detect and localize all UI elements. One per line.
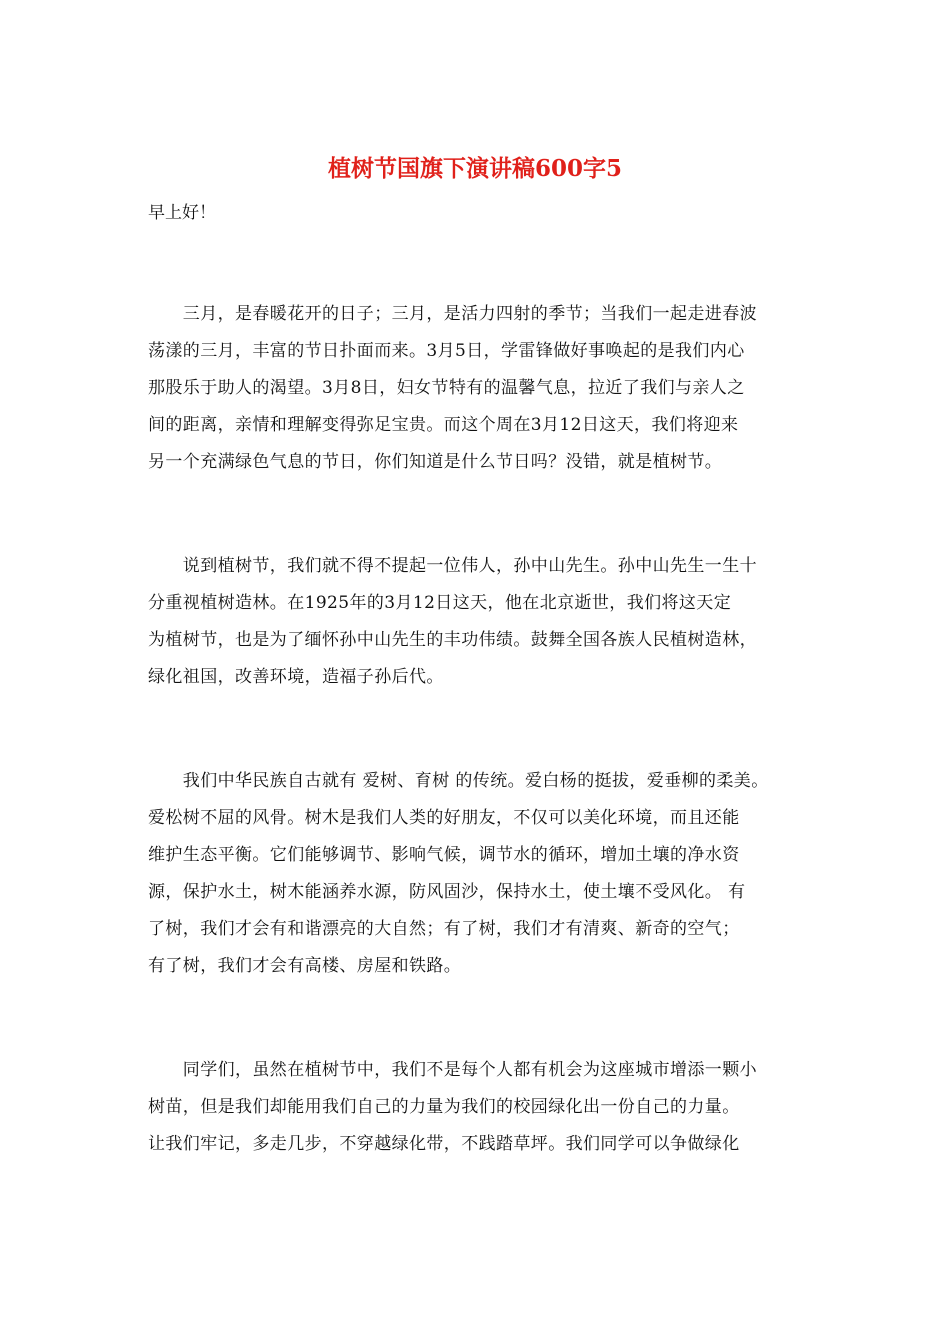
paragraph-line: 树苗，但是我们却能用我们自己的力量为我们的校园绿化出一份自己的力量。 bbox=[148, 1097, 740, 1117]
paragraph-line: 爱松树不屈的风骨。树木是我们人类的好朋友，不仅可以美化环境，而且还能 bbox=[148, 808, 740, 828]
paragraph-line: 说到植树节，我们就不得不提起一位伟人，孙中山先生。孙中山先生一生十 bbox=[148, 556, 757, 576]
paragraph-line: 间的距离，亲情和理解变得弥足宝贵。而这个周在3月12日这天，我们将迎来 bbox=[148, 415, 739, 435]
greeting-text: 早上好！ bbox=[148, 203, 216, 223]
paragraph-line: 那股乐于助人的渴望。3月8日，妇女节特有的温馨气息，拉近了我们与亲人之 bbox=[148, 378, 745, 398]
paragraph-1 bbox=[148, 296, 828, 481]
paragraph-2 bbox=[148, 548, 828, 696]
page-title: 植树节国旗下演讲稿600字5 bbox=[327, 155, 622, 182]
paragraph-line: 分重视植树造林。在1925年的3月12日这天，他在北京逝世，我们将这天定 bbox=[148, 593, 732, 613]
paragraph-line: 让我们牢记，多走几步，不穿越绿化带，不践踏草坪。我们同学可以争做绿化 bbox=[148, 1134, 740, 1154]
paragraph-line: 了树，我们才会有和谐漂亮的大自然；有了树，我们才有清爽、新奇的空气； bbox=[148, 919, 740, 939]
paragraph-line: 维护生态平衡。它们能够调节、影响气候，调节水的循环，增加土壤的净水资 bbox=[148, 845, 740, 865]
paragraph-3 bbox=[148, 763, 828, 985]
paragraph-line: 荡漾的三月，丰富的节日扑面而来。3月5日，学雷锋做好事唤起的是我们内心 bbox=[148, 341, 745, 361]
paragraph-4 bbox=[148, 1052, 828, 1163]
paragraph-line: 有了树，我们才会有高楼、房屋和铁路。 bbox=[148, 956, 462, 976]
paragraph-line: 绿化祖国，改善环境，造福子孙后代。 bbox=[148, 667, 444, 687]
paragraph-line: 为植树节，也是为了缅怀孙中山先生的丰功伟绩。鼓舞全国各族人民植树造林， bbox=[148, 630, 757, 650]
paragraph-line: 源，保护水土，树木能涵养水源，防风固沙，保持水土，使土壤不受风化。 有 bbox=[148, 882, 746, 902]
paragraph-line: 同学们，虽然在植树节中，我们不是每个人都有机会为这座城市增添一颗小 bbox=[148, 1060, 757, 1080]
paragraph-line: 我们中华民族自古就有 爱树、育树 的传统。爱白杨的挺拔，爱垂柳的柔美。 bbox=[148, 771, 769, 791]
paragraph-line: 三月，是春暖花开的日子；三月，是活力四射的季节；当我们一起走进春波 bbox=[148, 304, 757, 324]
paragraph-line: 另一个充满绿色气息的节日，你们知道是什么节日吗？没错，就是植树节。 bbox=[148, 452, 723, 472]
